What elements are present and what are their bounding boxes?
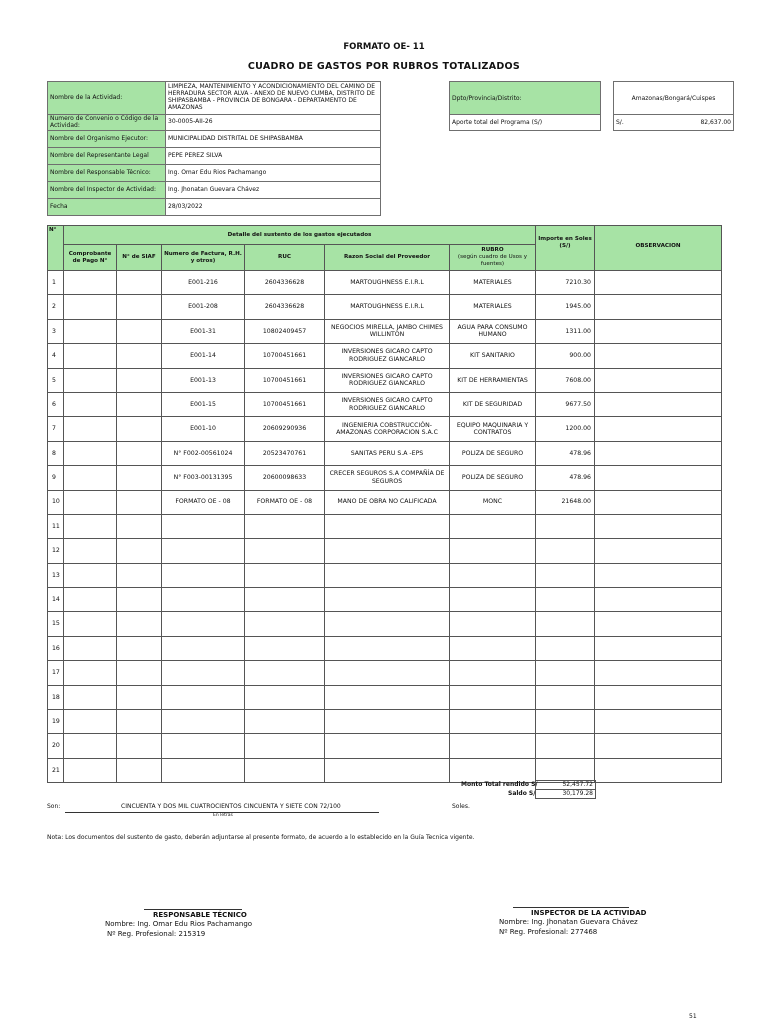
header-num: N° <box>48 226 64 271</box>
row-number: 19 <box>48 710 64 734</box>
table-row <box>48 539 722 563</box>
factura-cell: N° F002-00561024 <box>162 441 245 465</box>
importe-cell <box>536 710 595 734</box>
row-number: 13 <box>48 563 64 587</box>
comprobante-cell <box>64 563 117 587</box>
siaf-cell <box>117 417 162 441</box>
table-row <box>48 490 722 514</box>
header-importe: Importe en Soles (S/) <box>536 226 595 271</box>
ruc-cell <box>245 588 325 612</box>
factura-cell: FORMATO OE - 08 <box>162 490 245 514</box>
ruc-cell: 20600098633 <box>245 466 325 490</box>
son-text: CINCUENTA Y DOS MIL CUATROCIENTOS CINCUENTA Y SIETE CON 72/100 <box>121 803 341 810</box>
importe-cell: 7210.30 <box>536 271 595 295</box>
header-factura: Numero de Factura, R.H. y otros) <box>162 245 245 271</box>
razon-cell <box>325 636 450 660</box>
importe-cell <box>536 563 595 587</box>
responsable-label: Nombre del Responsable Técnico: <box>48 165 166 182</box>
razon-cell <box>325 539 450 563</box>
rubro-cell: KIT SANITARIO <box>450 344 536 368</box>
row-number: 20 <box>48 734 64 758</box>
comprobante-cell <box>64 466 117 490</box>
header-observacion: OBSERVACION <box>595 226 722 271</box>
header-rubro-sub: (según cuadro de Usos y fuentes) <box>457 254 528 267</box>
razon-cell: INVERSIONES GICARO CAPTO RODRIGUEZ GIANCARLO <box>325 368 450 392</box>
siaf-cell <box>117 612 162 636</box>
rubro-cell <box>450 563 536 587</box>
siaf-cell <box>117 466 162 490</box>
convenio-value: 30-0005-AII-26 <box>166 115 381 131</box>
inspector-title: INSPECTOR DE LA ACTIVIDAD <box>531 909 647 917</box>
razon-cell: CRECER SEGUROS S.A COMPAÑÍA DE SEGUROS <box>325 466 450 490</box>
son-hint: En letras <box>213 813 233 818</box>
rubro-cell: KIT DE HERRAMIENTAS <box>450 368 536 392</box>
inspector-label: Nombre del Inspector de Actividad: <box>48 182 166 199</box>
rubro-cell: MATERIALES <box>450 271 536 295</box>
row-number: 2 <box>48 295 64 319</box>
razon-cell: MARTOUGHNESS E.I.R.L <box>325 271 450 295</box>
inspector-value: Ing. Jhonatan Guevara Chávez <box>166 182 381 199</box>
observacion-cell <box>595 636 722 660</box>
siaf-cell <box>117 588 162 612</box>
table-row <box>48 392 722 416</box>
siaf-cell <box>117 295 162 319</box>
observacion-cell <box>595 758 722 782</box>
observacion-cell <box>595 734 722 758</box>
importe-cell <box>536 661 595 685</box>
comprobante-cell <box>64 636 117 660</box>
factura-cell <box>162 710 245 734</box>
ruc-cell: 2604336628 <box>245 295 325 319</box>
monto-total-value: 52,457.72 <box>535 780 596 790</box>
table-row <box>48 319 722 343</box>
responsable-nombre: Nombre: Ing. Omar Edu Rios Pachamango <box>105 920 253 929</box>
razon-cell <box>325 758 450 782</box>
observacion-cell <box>595 710 722 734</box>
fecha-value: 28/03/2022 <box>166 199 381 216</box>
comprobante-cell <box>64 319 117 343</box>
rubro-cell: POLIZA DE SEGURO <box>450 466 536 490</box>
razon-cell: INVERSIONES GICARO CAPTO RODRIGUEZ GIANCARLO <box>325 344 450 368</box>
ruc-cell <box>245 636 325 660</box>
table-row <box>48 661 722 685</box>
rubro-cell: KIT DE SEGURIDAD <box>450 392 536 416</box>
page-number: 51 <box>689 1013 697 1020</box>
ruc-cell: 10700451661 <box>245 368 325 392</box>
inspector-signature <box>499 909 646 937</box>
importe-cell <box>536 734 595 758</box>
ruc-cell <box>245 539 325 563</box>
actividad-value: LIMPIEZA, MANTENIMIENTO Y ACONDICIONAMIENTO DEL CAMINO DE HERRADURA SECTOR ALVA - ANEXO DE NUEVO CUMBA, DISTRITO DE SHIPASBAMBA - PROVINCIA DE BONGARA - DEPARTAMENTO DE AMAZONAS <box>166 82 381 115</box>
observacion-cell <box>595 490 722 514</box>
comprobante-cell <box>64 588 117 612</box>
row-number: 7 <box>48 417 64 441</box>
factura-cell: E001-14 <box>162 344 245 368</box>
observacion-cell <box>595 588 722 612</box>
row-number: 4 <box>48 344 64 368</box>
ruc-cell: FORMATO OE - 08 <box>245 490 325 514</box>
table-row <box>48 685 722 709</box>
row-number: 10 <box>48 490 64 514</box>
row-number: 6 <box>48 392 64 416</box>
activity-info-table <box>47 81 381 216</box>
inspector-signature-line <box>513 907 629 908</box>
ruc-cell: 10802409457 <box>245 319 325 343</box>
razon-cell <box>325 734 450 758</box>
observacion-cell <box>595 295 722 319</box>
header-detalle: Detalle del sustento de los gastos ejecutados <box>64 226 536 245</box>
comprobante-cell <box>64 271 117 295</box>
rubro-cell <box>450 734 536 758</box>
comprobante-cell <box>64 734 117 758</box>
razon-cell: INGENIERIA COBSTRUCCIÓN-AMAZONAS CORPORACION S.A.C <box>325 417 450 441</box>
fecha-label: Fecha <box>48 199 166 216</box>
ruc-cell <box>245 612 325 636</box>
row-number: 11 <box>48 514 64 538</box>
ruc-cell <box>245 661 325 685</box>
factura-cell <box>162 758 245 782</box>
table-row <box>48 417 722 441</box>
comprobante-cell <box>64 514 117 538</box>
siaf-cell <box>117 368 162 392</box>
importe-cell: 478.96 <box>536 466 595 490</box>
row-number: 9 <box>48 466 64 490</box>
razon-cell <box>325 685 450 709</box>
monto-total-label: Monto Total rendido S/ <box>461 781 538 788</box>
header-siaf: N° de SIAF <box>117 245 162 271</box>
factura-cell: E001-31 <box>162 319 245 343</box>
factura-cell: E001-13 <box>162 368 245 392</box>
observacion-cell <box>595 563 722 587</box>
razon-cell <box>325 563 450 587</box>
rubro-cell: AGUA PARA CONSUMO HUMANO <box>450 319 536 343</box>
inspector-reg: Nº Reg. Profesional: 277468 <box>499 927 598 936</box>
responsable-value: Ing. Omar Edu Rios Pachamango <box>166 165 381 182</box>
factura-cell <box>162 588 245 612</box>
factura-cell: E001-208 <box>162 295 245 319</box>
importe-cell <box>536 588 595 612</box>
table-row <box>48 295 722 319</box>
document-title: CUADRO DE GASTOS POR RUBROS TOTALIZADOS <box>247 61 521 72</box>
row-number: 18 <box>48 685 64 709</box>
responsable-title: RESPONSABLE TÉCNICO <box>153 911 247 919</box>
son-label: Son: <box>47 803 61 810</box>
header-razon: Razon Social del Proveedor <box>325 245 450 271</box>
factura-cell <box>162 734 245 758</box>
importe-cell <box>536 636 595 660</box>
table-row <box>48 612 722 636</box>
observacion-cell <box>595 441 722 465</box>
siaf-cell <box>117 490 162 514</box>
rubro-cell: EQUIPO MAQUINARIA Y CONTRATOS <box>450 417 536 441</box>
comprobante-cell <box>64 758 117 782</box>
table-row <box>48 368 722 392</box>
razon-cell <box>325 661 450 685</box>
table-row <box>48 514 722 538</box>
row-number: 14 <box>48 588 64 612</box>
importe-cell: 900.00 <box>536 344 595 368</box>
rubro-cell: MATERIALES <box>450 295 536 319</box>
comprobante-cell <box>64 539 117 563</box>
rubro-cell <box>450 539 536 563</box>
table-row <box>48 271 722 295</box>
comprobante-cell <box>64 661 117 685</box>
convenio-label: Numero de Convenio o Código de la Actividad: <box>48 115 166 131</box>
header-ruc: RUC <box>245 245 325 271</box>
observacion-cell <box>595 368 722 392</box>
observacion-cell <box>595 344 722 368</box>
rubro-cell <box>450 588 536 612</box>
table-row <box>48 563 722 587</box>
siaf-cell <box>117 271 162 295</box>
table-row <box>48 466 722 490</box>
factura-cell <box>162 636 245 660</box>
observacion-cell <box>595 392 722 416</box>
son-row <box>47 803 470 810</box>
razon-cell <box>325 612 450 636</box>
expenses-table <box>47 225 722 783</box>
comprobante-cell <box>64 392 117 416</box>
row-number: 15 <box>48 612 64 636</box>
organismo-label: Nombre del Organismo Ejecutor: <box>48 131 166 148</box>
table-row <box>48 441 722 465</box>
siaf-cell <box>117 710 162 734</box>
observacion-cell <box>595 612 722 636</box>
importe-cell: 1311.00 <box>536 319 595 343</box>
observacion-cell <box>595 661 722 685</box>
comprobante-cell <box>64 295 117 319</box>
observacion-cell <box>595 514 722 538</box>
aporte-label: Aporte total del Programa (S/) <box>450 115 601 131</box>
row-number: 12 <box>48 539 64 563</box>
importe-cell <box>536 612 595 636</box>
razon-cell: NEGOCIOS MIRELLA, JAMBO CHIMES WILLINTON <box>325 319 450 343</box>
representante-value: PEPE PEREZ SILVA <box>166 148 381 165</box>
row-number: 3 <box>48 319 64 343</box>
importe-cell: 21648.00 <box>536 490 595 514</box>
importe-cell: 1945.00 <box>536 295 595 319</box>
dpto-value: Amazonas/Bongará/Cuispes <box>614 82 734 115</box>
comprobante-cell <box>64 344 117 368</box>
actividad-label: Nombre de la Actividad: <box>48 82 166 115</box>
ruc-cell <box>245 685 325 709</box>
importe-cell: 7608.00 <box>536 368 595 392</box>
factura-cell: E001-15 <box>162 392 245 416</box>
factura-cell <box>162 612 245 636</box>
rubro-cell <box>450 685 536 709</box>
inspector-nombre: Nombre: Ing. Jhonatan Guevara Chávez <box>499 918 638 927</box>
aporte-value: 82,637.00 <box>700 119 731 126</box>
factura-cell <box>162 563 245 587</box>
table-row <box>48 636 722 660</box>
program-info-table <box>449 81 734 131</box>
siaf-cell <box>117 758 162 782</box>
siaf-cell <box>117 539 162 563</box>
observacion-cell <box>595 319 722 343</box>
comprobante-cell <box>64 685 117 709</box>
ruc-cell: 10700451661 <box>245 344 325 368</box>
factura-cell <box>162 539 245 563</box>
factura-cell <box>162 514 245 538</box>
importe-cell <box>536 539 595 563</box>
header-rubro <box>450 245 536 271</box>
rubro-cell <box>450 636 536 660</box>
row-number: 8 <box>48 441 64 465</box>
rubro-cell: MONC <box>450 490 536 514</box>
siaf-cell <box>117 636 162 660</box>
saldo-label: Saldo S/ <box>508 790 536 797</box>
observacion-cell <box>595 417 722 441</box>
ruc-cell <box>245 758 325 782</box>
aporte-currency: S/. <box>616 119 624 126</box>
table-row <box>48 344 722 368</box>
ruc-cell <box>245 734 325 758</box>
row-number: 5 <box>48 368 64 392</box>
row-number: 16 <box>48 636 64 660</box>
ruc-cell: 10700451661 <box>245 392 325 416</box>
siaf-cell <box>117 514 162 538</box>
observacion-cell <box>595 271 722 295</box>
ruc-cell: 20609290936 <box>245 417 325 441</box>
siaf-cell <box>117 685 162 709</box>
row-number: 21 <box>48 758 64 782</box>
comprobante-cell <box>64 490 117 514</box>
row-number: 17 <box>48 661 64 685</box>
importe-cell <box>536 514 595 538</box>
row-number: 1 <box>48 271 64 295</box>
observacion-cell <box>595 685 722 709</box>
razon-cell <box>325 514 450 538</box>
rubro-cell <box>450 661 536 685</box>
observacion-cell <box>595 466 722 490</box>
razon-cell: SANITAS PERU S.A -EPS <box>325 441 450 465</box>
ruc-cell <box>245 514 325 538</box>
aporte-cell <box>614 115 734 131</box>
importe-cell: 1200.00 <box>536 417 595 441</box>
format-code: FORMATO OE- 11 <box>343 42 425 52</box>
factura-cell: E001-216 <box>162 271 245 295</box>
header-rubro-title: RUBRO <box>481 247 504 254</box>
son-suffix: Soles. <box>452 803 470 810</box>
table-row <box>48 710 722 734</box>
table-row <box>48 734 722 758</box>
organismo-value: MUNICIPALIDAD DISTRITAL DE SHIPASBAMBA <box>166 131 381 148</box>
siaf-cell <box>117 441 162 465</box>
comprobante-cell <box>64 710 117 734</box>
responsable-signature <box>105 911 252 939</box>
siaf-cell <box>117 661 162 685</box>
representante-label: Nombre del Representante Legal <box>48 148 166 165</box>
siaf-cell <box>117 563 162 587</box>
factura-cell <box>162 661 245 685</box>
responsable-signature-line <box>144 909 242 910</box>
siaf-cell <box>117 734 162 758</box>
saldo-value: 30,179.28 <box>535 789 596 799</box>
table-row <box>48 588 722 612</box>
siaf-cell <box>117 319 162 343</box>
header-comprobante: Comprobante de Pago N° <box>64 245 117 271</box>
comprobante-cell <box>64 441 117 465</box>
rubro-cell <box>450 514 536 538</box>
rubro-cell <box>450 710 536 734</box>
razon-cell <box>325 710 450 734</box>
factura-cell: E001-10 <box>162 417 245 441</box>
razon-cell <box>325 588 450 612</box>
ruc-cell <box>245 563 325 587</box>
comprobante-cell <box>64 612 117 636</box>
siaf-cell <box>117 344 162 368</box>
rubro-cell: POLIZA DE SEGURO <box>450 441 536 465</box>
razon-cell: MANO DE OBRA NO CALIFICADA <box>325 490 450 514</box>
ruc-cell <box>245 710 325 734</box>
importe-cell: 9677.50 <box>536 392 595 416</box>
factura-cell: N° F003-00131395 <box>162 466 245 490</box>
siaf-cell <box>117 392 162 416</box>
observacion-cell <box>595 539 722 563</box>
importe-cell: 478.96 <box>536 441 595 465</box>
table-row <box>48 758 722 782</box>
comprobante-cell <box>64 368 117 392</box>
comprobante-cell <box>64 417 117 441</box>
ruc-cell: 2604336628 <box>245 271 325 295</box>
razon-cell: INVERSIONES GICARO CAPTO RODRIGUEZ GIANCARLO <box>325 392 450 416</box>
ruc-cell: 20523470761 <box>245 441 325 465</box>
importe-cell <box>536 685 595 709</box>
rubro-cell <box>450 612 536 636</box>
rubro-cell <box>450 758 536 782</box>
factura-cell <box>162 685 245 709</box>
razon-cell: MARTOUGHNESS E.I.R.L <box>325 295 450 319</box>
nota: Nota: Los documentos del sustento de gasto, deberán adjuntarse al presente formato, de acuerdo a lo establecido en la Guía Tecnica vigente. <box>47 834 475 841</box>
responsable-reg: Nº Reg. Profesional: 215319 <box>107 929 206 938</box>
dpto-label: Dpto/Provincia/Distrito: <box>450 82 601 115</box>
